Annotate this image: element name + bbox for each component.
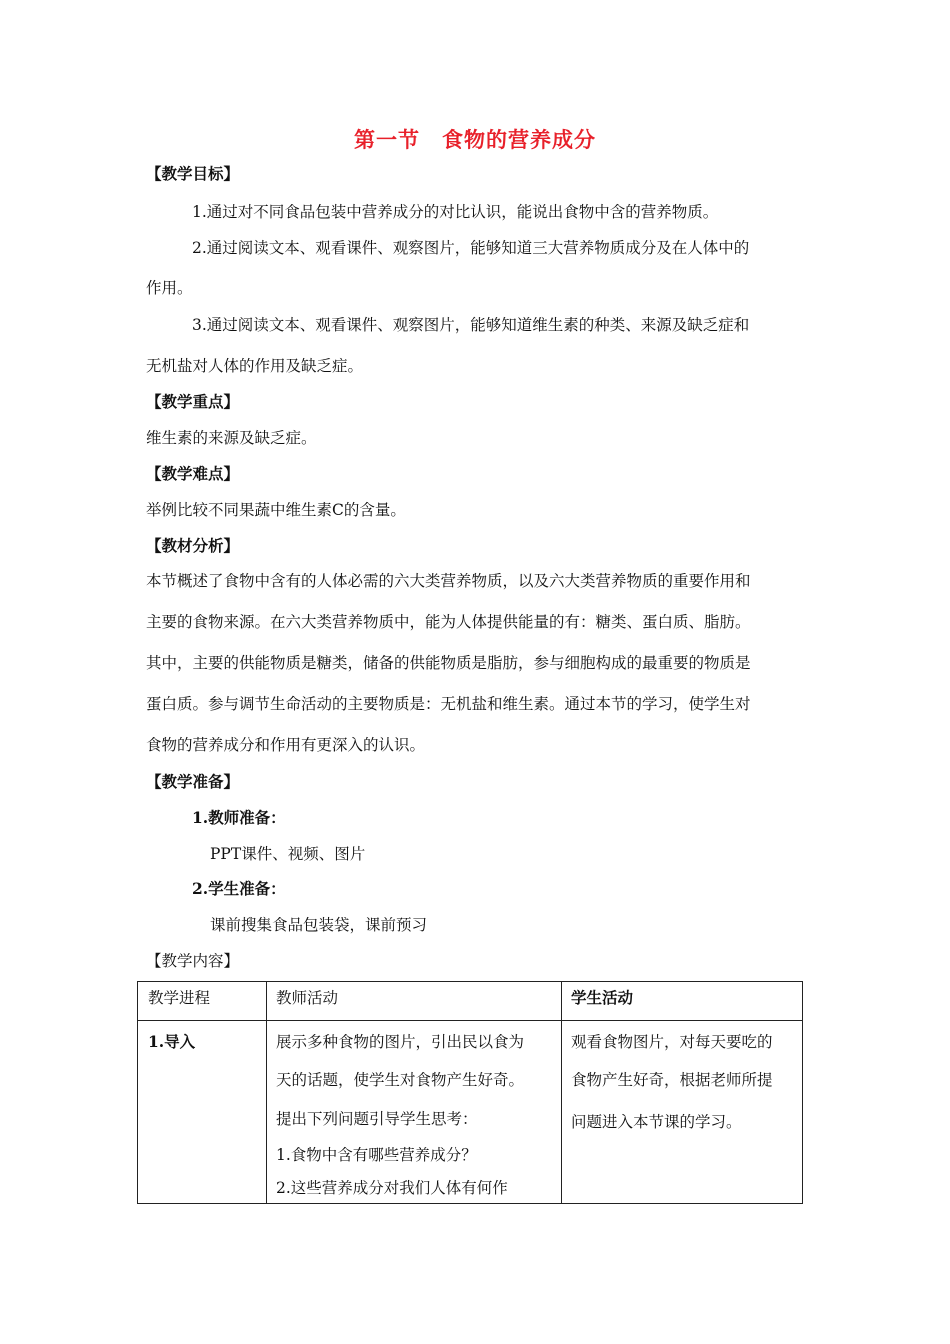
teacher-activity-line: 提出下列问题引导学生思考： bbox=[276, 1110, 478, 1128]
teacher-activity-line: 天的话题，使学生对食物产生好奇。 bbox=[276, 1071, 525, 1089]
header-stage bbox=[138, 982, 267, 1021]
analysis-line-1: 本节概述了食物中含有的人体必需的六大类营养物质，以及六大类营养物质的重要作用和 bbox=[146, 572, 751, 590]
objective-item-1: 1.通过对不同食品包装中营养成分的对比认识，能说出食物中含的营养物质。 bbox=[192, 203, 719, 221]
student-activity-line: 问题进入本节课的学习。 bbox=[571, 1113, 742, 1131]
key-point-text: 维生素的来源及缺乏症。 bbox=[146, 429, 317, 447]
difficulty-heading: 【教学难点】 bbox=[146, 464, 240, 483]
student-activity-cell bbox=[562, 1021, 803, 1204]
difficulty-text: 举例比较不同果蔬中维生素C的含量。 bbox=[146, 501, 406, 519]
header-student-label: 学生活动 bbox=[571, 988, 634, 1007]
analysis-line-5: 食物的营养成分和作用有更深入的认识。 bbox=[146, 736, 426, 754]
teacher-activity-cell bbox=[267, 1021, 562, 1204]
table-row bbox=[138, 1021, 803, 1204]
teacher-prep-label: 1.教师准备： bbox=[192, 808, 286, 827]
student-prep-text: 课前搜集食品包装袋，课前预习 bbox=[210, 916, 428, 934]
stage-label: 1.导入 bbox=[148, 1032, 196, 1051]
teacher-activity-line: 2.这些营养成分对我们人体有何作 bbox=[276, 1179, 508, 1197]
objective-item-3-line-1: 3.通过阅读文本、观看课件、观察图片，能够知道维生素的种类、来源及缺乏症和 bbox=[192, 316, 750, 334]
teacher-activity-line: 展示多种食物的图片，引出民以食为 bbox=[276, 1033, 525, 1051]
stage-cell bbox=[138, 1021, 267, 1204]
header-teacher-label: 教师活动 bbox=[276, 989, 339, 1007]
analysis-line-3: 其中，主要的供能物质是糖类，储备的供能物质是脂肪，参与细胞构成的最重要的物质是 bbox=[146, 654, 751, 672]
analysis-line-4: 蛋白质。参与调节生命活动的主要物质是：无机盐和维生素。通过本节的学习，使学生对 bbox=[146, 695, 751, 713]
lesson-table bbox=[137, 981, 803, 1204]
objective-item-2-line-1: 2.通过阅读文本、观看课件、观察图片，能够知道三大营养物质成分及在人体中的 bbox=[192, 239, 750, 257]
objectives-heading: 【教学目标】 bbox=[146, 164, 240, 183]
teacher-prep-text: PPT课件、视频、图片 bbox=[210, 845, 366, 863]
objective-item-3-line-2: 无机盐对人体的作用及缺乏症。 bbox=[146, 357, 364, 375]
preparation-heading: 【教学准备】 bbox=[146, 772, 240, 791]
header-stage-label: 教学进程 bbox=[148, 989, 211, 1007]
analysis-heading: 【教材分析】 bbox=[146, 536, 240, 555]
student-activity-line: 食物产生好奇，根据老师所提 bbox=[571, 1071, 773, 1089]
table-header-row bbox=[138, 982, 803, 1021]
header-teacher bbox=[267, 982, 562, 1021]
key-point-heading: 【教学重点】 bbox=[146, 392, 240, 411]
content-heading: 【教学内容】 bbox=[146, 952, 240, 970]
student-activity-line: 观看食物图片，对每天要吃的 bbox=[571, 1033, 773, 1051]
student-prep-label: 2.学生准备： bbox=[192, 879, 286, 898]
header-student bbox=[562, 982, 803, 1021]
objective-item-2-line-2: 作用。 bbox=[146, 279, 193, 297]
analysis-line-2: 主要的食物来源。在六大类营养物质中，能为人体提供能量的有：糖类、蛋白质、脂肪。 bbox=[146, 613, 751, 631]
teacher-activity-line: 1.食物中含有哪些营养成分？ bbox=[276, 1146, 477, 1164]
page-title: 第一节 食物的营养成分 bbox=[354, 127, 596, 152]
